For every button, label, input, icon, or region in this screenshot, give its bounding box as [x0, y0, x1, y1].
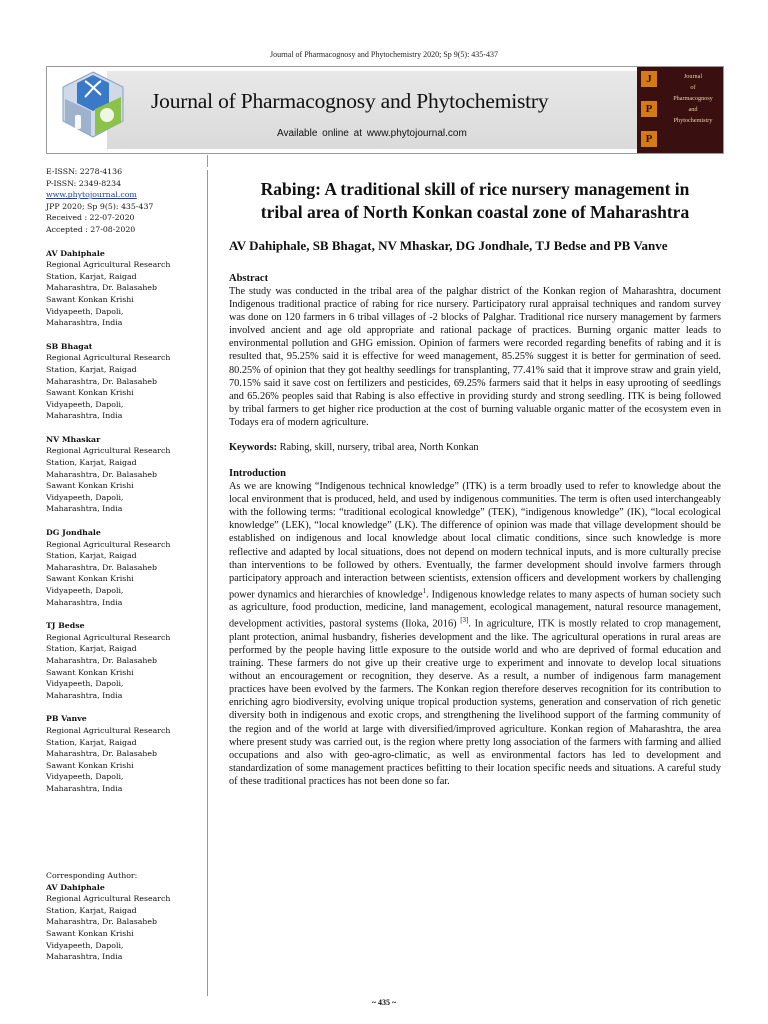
- journal-banner: [46, 66, 724, 154]
- affiliation-line: Station, Karjat, Raigad: [46, 905, 137, 915]
- keywords-label: Keywords:: [229, 442, 278, 454]
- affiliation-line: Sawant Konkan Krishi: [46, 294, 134, 304]
- website-link[interactable]: www.phytojournal.com: [46, 190, 137, 200]
- author-name: PB Vanve: [46, 714, 87, 724]
- received-date: Received : 22-07-2020: [46, 213, 135, 223]
- affiliation-line: Maharashtra, Dr. Balasaheb: [46, 655, 158, 665]
- affiliation-line: Sawant Konkan Krishi: [46, 481, 134, 491]
- affiliation-line: Vidyapeeth, Dapoli,: [46, 492, 124, 502]
- corresponding-author: [46, 870, 208, 963]
- author-name: NV Mhaskar: [46, 434, 101, 444]
- affiliation-line: Vidyapeeth, Dapoli,: [46, 306, 124, 316]
- journal-meta: [46, 166, 208, 236]
- affiliation-line: Station, Karjat, Raigad: [46, 364, 137, 374]
- affiliation-line: Maharashtra, India: [46, 952, 123, 962]
- affiliation-line: Sawant Konkan Krishi: [46, 928, 134, 938]
- journal-title: Journal of Pharmacognosy and Phytochemistry: [151, 89, 549, 113]
- author-affiliation-block: [46, 341, 208, 422]
- affiliation-line: Vidyapeeth, Dapoli,: [46, 586, 124, 595]
- sidebar: [46, 166, 208, 795]
- badge-letter: P: [641, 101, 657, 117]
- badge-line: Phytochemistry: [673, 117, 713, 124]
- affiliation-line: Station, Karjat, Raigad: [46, 551, 137, 561]
- affiliation-line: Sawant Konkan Krishi: [46, 760, 134, 770]
- article-title: Rabing: A traditional skill of rice nursery management in tribal area of North Konkan coastal zone of Maharashtra: [260, 179, 690, 222]
- affiliation-line: Sawant Konkan Krishi: [46, 388, 134, 398]
- journal-logo-icon: [51, 69, 135, 151]
- affiliation-line: Maharashtra, India: [46, 318, 123, 328]
- affiliation-line: Maharashtra, Dr. Balasaheb: [46, 749, 158, 759]
- author-affiliation-block: [46, 713, 208, 794]
- affiliation-line: Maharashtra, Dr. Balasaheb: [46, 562, 158, 572]
- badge-letter: P: [641, 131, 657, 147]
- jpp-citation: JPP 2020; Sp 9(5): 435-437: [46, 201, 154, 211]
- affiliation-line: Maharashtra, India: [46, 411, 123, 421]
- eissn: E-ISSN: 2278-4136: [46, 167, 123, 176]
- affiliation-line: Station, Karjat, Raigad: [46, 271, 137, 281]
- affiliation-line: Maharashtra, India: [46, 597, 123, 607]
- corresponding-label: Corresponding Author:: [46, 871, 138, 880]
- author-affiliations: [46, 248, 208, 795]
- author-affiliation-block: [46, 620, 208, 701]
- affiliation-line: Regional Agricultural Research: [46, 446, 171, 456]
- affiliation-line: Maharashtra, Dr. Balasaheb: [46, 376, 158, 386]
- pissn: P-ISSN: 2349-8234: [46, 178, 122, 188]
- article-main: [229, 178, 721, 788]
- keywords: [229, 441, 721, 454]
- citation-ref: 1: [422, 586, 427, 595]
- keywords-text: Rabing, skill, nursery, tribal area, North Konkan: [279, 442, 479, 454]
- author-name: DG Jondhale: [46, 528, 101, 538]
- citation-ref: [3]: [460, 616, 469, 625]
- affiliation-line: Vidyapeeth, Dapoli,: [46, 679, 124, 689]
- page-number: ~ 435 ~: [371, 998, 397, 1007]
- intro-segment: . In agriculture, ITK is mostly related to crop management, plant protection, animal husbandry, fisheries development and the like. The agricultural operations in rural areas are performed by the people having little exposure to the outside world and who are deprived of formal education and training. These farmers do not give up their creative urge to experiment and innovate to develop local situations without an encouragement or recognition, they deserve. As a result, a number of indigenous farm management practices have been evolved by the farmers. The Konkan region therefore deserves recognition for its contribution to enriching agro biodiversity, evolving unique tropical production systems, generation and conservation of rich genetic diversity both in indigenous and exotic crops, and strengthening the livelihood support of the farming community of the region and of the world at large with diversified/improved agriculture. Konkan region of Maharashtra, the area where present study was carried out, is the region where pretty long association of the farmers with farming and allied occupations and also with geo-agro-climatic, as well as environmental factors has led to development and standardization of some management practices befitting to their location specific needs and situations. A careful study of these traditional practices has not been done so far.: [229, 618, 722, 787]
- intro-segment: . Indigenous knowledge relates to many aspects of human society such as agriculture, food production, medicine, land management, ecological management, natural resource management, development activities, pastoral systems (Iloka, 2016): [229, 589, 721, 630]
- affiliation-line: Maharashtra, India: [46, 504, 123, 514]
- badge-letter: J: [641, 71, 657, 87]
- author-name: AV Dahiphale: [46, 248, 105, 258]
- author-affiliation-block: [46, 248, 208, 329]
- abstract-heading: Abstract: [229, 273, 269, 284]
- affiliation-line: Vidyapeeth, Dapoli,: [46, 399, 124, 409]
- affiliation-line: Maharashtra, Dr. Balasaheb: [46, 917, 158, 927]
- affiliation-line: Sawant Konkan Krishi: [46, 574, 134, 584]
- affiliation-line: Regional Agricultural Research: [46, 632, 171, 642]
- journal-website-line: Available online at www.phytojournal.com: [277, 128, 467, 139]
- badge-line: and: [688, 106, 698, 113]
- affiliation-line: Regional Agricultural Research: [46, 539, 171, 549]
- badge-line: Pharmacognosy: [673, 95, 713, 102]
- affiliation-line: Maharashtra, Dr. Balasaheb: [46, 469, 158, 479]
- affiliation-line: Vidyapeeth, Dapoli,: [46, 940, 124, 950]
- author-affiliation-block: [46, 434, 208, 515]
- author-name: SB Bhagat: [46, 341, 93, 351]
- badge-line: Journal: [683, 73, 703, 80]
- affiliation-line: Station, Karjat, Raigad: [46, 737, 137, 747]
- introduction-text: [229, 480, 721, 788]
- affiliation-line: Maharashtra, Dr. Balasaheb: [46, 283, 158, 293]
- affiliation-line: Sawant Konkan Krishi: [46, 667, 134, 677]
- affiliation-line: Regional Agricultural Research: [46, 353, 171, 363]
- author-name: TJ Bedse: [46, 621, 85, 631]
- affiliation-line: Vidyapeeth, Dapoli,: [46, 772, 124, 782]
- author-affiliation-block: [46, 527, 208, 608]
- running-head: Journal of Pharmacognosy and Phytochemistry 2020; Sp 9(5): 435-437: [270, 50, 498, 59]
- corresponding-name: AV Dahiphale: [46, 882, 105, 892]
- badge-text: [665, 71, 721, 126]
- badge-line: of: [690, 84, 696, 91]
- affiliation-line: Regional Agricultural Research: [46, 260, 171, 270]
- article-authors: AV Dahiphale, SB Bhagat, NV Mhaskar, DG Jondhale, TJ Bedse and PB Vanve: [229, 238, 668, 253]
- affiliation-line: Station, Karjat, Raigad: [46, 458, 137, 468]
- intro-segment: As we are knowing “Indigenous technical knowledge” (ITK) is a term broadly used to refer to knowledge about the local environment that is produced, held, and used by indigenous communities. The term is often used interchangeably with the following terms: “traditional ecological knowledge” (TEK), “indigenous knowledge” (IK), “local ecological knowledge” (LEK), “local knowledge” (LK). The difference of opinion was made that village development should be established on indigenous and local knowledge about local climatic conditions, since such knowledge is more reflective and adapted by local situations, does not depend on modern technical inputs, and is more culturally precise than interventions to be followed by others. Eventually, the farmer development should involve farmers through participatory approach and interaction between scientists, extension officers and development workers by challenging power dynamics and hierarchies of knowledge: [229, 481, 721, 601]
- affiliation-line: Maharashtra, India: [46, 783, 123, 793]
- introduction-heading: Introduction: [229, 468, 286, 480]
- accepted-date: Accepted : 27-08-2020: [46, 224, 136, 234]
- abstract-text: The study was conducted in the tribal area of the palghar district of the Konkan region of Maharashtra, document Indigenous traditional practice of rabing for rice nursery. Participatory rural appraisal techniques and random survey was done on 120 farmers in 6 tribal villages of -2 blocks of Palghar. Traditional rice nursery management by farmers involved ancient and age old appropriate and rational package of practices. Burning organic matter leads to environmental pollution and GHG emission. Opinion of farmers were recorded regarding benefits of rabing and it is resulted that, 95.25% said it is effective for weed management, 85.25% suggest it is better for germination of seed. 80.25% of opinion that they got healthy seedlings for transplanting, 77.41% said that it improve straw and grain yield, 70.15% said it save cost on fertilizers and pesticides, 69.25% farmers said that it helps in easy uprooting of seedlings and 65.26% peoples said that Rabing is also effective in providing sturdy and strong seedling. ITK is being followed by tribal farmers to get higher rice production at the cost of burning valuable organic matter of the ecosystem even in Todays era of modern agriculture.: [229, 286, 721, 428]
- affiliation-line: Station, Karjat, Raigad: [46, 644, 137, 654]
- affiliation-line: Maharashtra, India: [46, 690, 123, 700]
- affiliation-line: Regional Agricultural Research: [46, 725, 171, 735]
- affiliation-line: Regional Agricultural Research: [46, 894, 171, 904]
- jpp-badge: [637, 67, 723, 153]
